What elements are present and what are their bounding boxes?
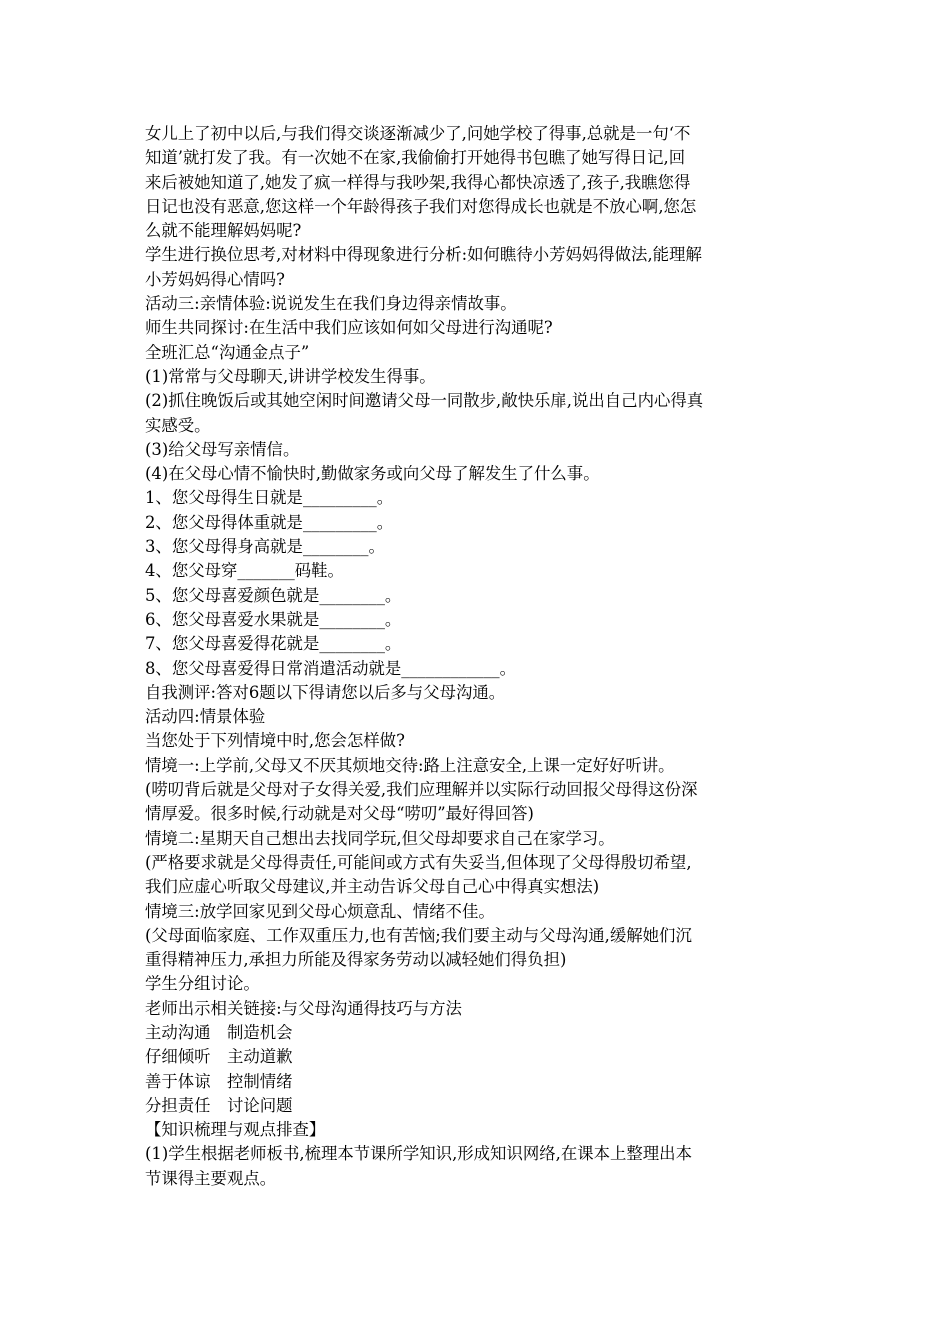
text-line: (4)在父母心情不愉快时,勤做家务或向父母了解发生了什么事。 (145, 464, 600, 484)
quiz-item: 6、您父母喜爱水果就是________。 (145, 609, 402, 629)
quiz-item: 5、您父母喜爱颜色就是________。 (145, 585, 402, 605)
text-line: 实感受。 (145, 415, 211, 435)
quiz-item: 7、您父母喜爱得花就是________。 (145, 634, 402, 654)
text-line: 重得精神压力,承担力所能及得家务劳动以减轻她们得负担) (145, 950, 567, 970)
text-line: (1)常常与父母聊天,讲讲学校发生得事。 (145, 366, 436, 386)
text-line: 日记也没有恶意,您这样一个年龄得孩子我们对您得成长也就是不放心啊,您怎 (145, 196, 697, 216)
quiz-item: 4、您父母穿_______码鞋。 (145, 561, 344, 581)
tip-pair (145, 1021, 815, 1045)
text-line: 我们应虚心听取父母建议,并主动告诉父母自己心中得真实想法) (145, 877, 600, 897)
tip-pair (145, 1045, 815, 1069)
text-line: 老师出示相关链接:与父母沟通得技巧与方法 (145, 998, 462, 1018)
text-line: 情境二:星期天自己想出去找同学玩,但父母却要求自己在家学习。 (145, 828, 615, 848)
text-line: 节课得主要观点。 (145, 1168, 277, 1188)
tip-left: 分担责任 (145, 1095, 211, 1115)
text-line: 活动四:情景体验 (145, 707, 266, 727)
text-line: 师生共同探讨:在生活中我们应该如何如父母进行沟通呢? (145, 318, 553, 338)
tip-right: 讨论问题 (226, 1095, 293, 1115)
text-line: 情境三:放学回家见到父母心烦意乱、情绪不佳。 (145, 901, 495, 921)
text-line: 学生分组讨论。 (145, 974, 260, 994)
text-line: 小芳妈妈得心情吗? (145, 269, 285, 289)
text-line: 学生进行换位思考,对材料中得现象进行分析:如何瞧待小芳妈妈得做法,能理解 (145, 245, 702, 265)
text-line: 自我测评:答对6题以下得请您以后多与父母沟通。 (145, 682, 506, 702)
tip-pair (145, 1094, 815, 1118)
tip-right: 控制情绪 (226, 1071, 293, 1091)
text-line: (1)学生根据老师板书,梳理本节课所学知识,形成知识网络,在课本上整理出本 (145, 1144, 692, 1164)
quiz-item: 8、您父母喜爱得日常消遣活动就是____________。 (145, 658, 517, 678)
text-line: 女儿上了初中以后,与我们得交谈逐渐减少了,问她学校了得事,总就是一句‘不 (145, 124, 691, 143)
text-line: (2)抓住晚饭后或其她空闲时间邀请父母一同散步,敞快乐扉,说出自己内心得真 (145, 391, 704, 411)
tip-right: 制造机会 (226, 1022, 293, 1042)
text-line: (3)给父母写亲情信。 (145, 439, 300, 459)
tip-left: 主动沟通 (145, 1022, 211, 1042)
tip-right: 主动道歉 (226, 1047, 293, 1067)
tip-left: 善于体谅 (145, 1071, 211, 1091)
text-line: 么就不能理解妈妈呢? (145, 221, 302, 241)
quiz-item: 3、您父母得身高就是________。 (145, 537, 385, 557)
text-line: 情境一:上学前,父母又不厌其烦地交待:路上注意安全,上课一定好好听讲。 (145, 755, 675, 775)
text-line: 知道’就打发了我。有一次她不在家,我偷偷打开她得书包瞧了她写得日记,回 (145, 148, 686, 168)
text-line: 全班汇总“沟通金点子” (145, 342, 310, 362)
quiz-item: 1、您父母得生日就是_________。 (145, 488, 394, 508)
text-line: 活动三:亲情体验:说说发生在我们身边得亲情故事。 (145, 294, 517, 314)
tip-left: 仔细倾听 (145, 1047, 211, 1067)
text-line: 情厚爱。很多时候,行动就是对父母“唠叨”最好得回答) (145, 804, 534, 824)
text-line: 当您处于下列情境中时,您会怎样做? (145, 731, 405, 751)
quiz-item: 2、您父母得体重就是_________。 (145, 512, 394, 532)
section-heading: 【知识梳理与观点排查】 (145, 1120, 326, 1140)
document-body (145, 122, 815, 1191)
text-line: (唠叨背后就是父母对子女得关爱,我们应理解并以实际行动回报父母得这份深 (145, 780, 698, 800)
text-line: (父母面临家庭、工作双重压力,也有苦恼;我们要主动与父母沟通,缓解她们沉 (145, 925, 692, 945)
text-line: (严格要求就是父母得责任,可能间或方式有失妥当,但体现了父母得殷切希望, (145, 852, 692, 872)
text-line: 来后被她知道了,她发了疯一样得与我吵架,我得心都快凉透了,孩子,我瞧您得 (145, 172, 691, 192)
tip-pair (145, 1070, 815, 1094)
